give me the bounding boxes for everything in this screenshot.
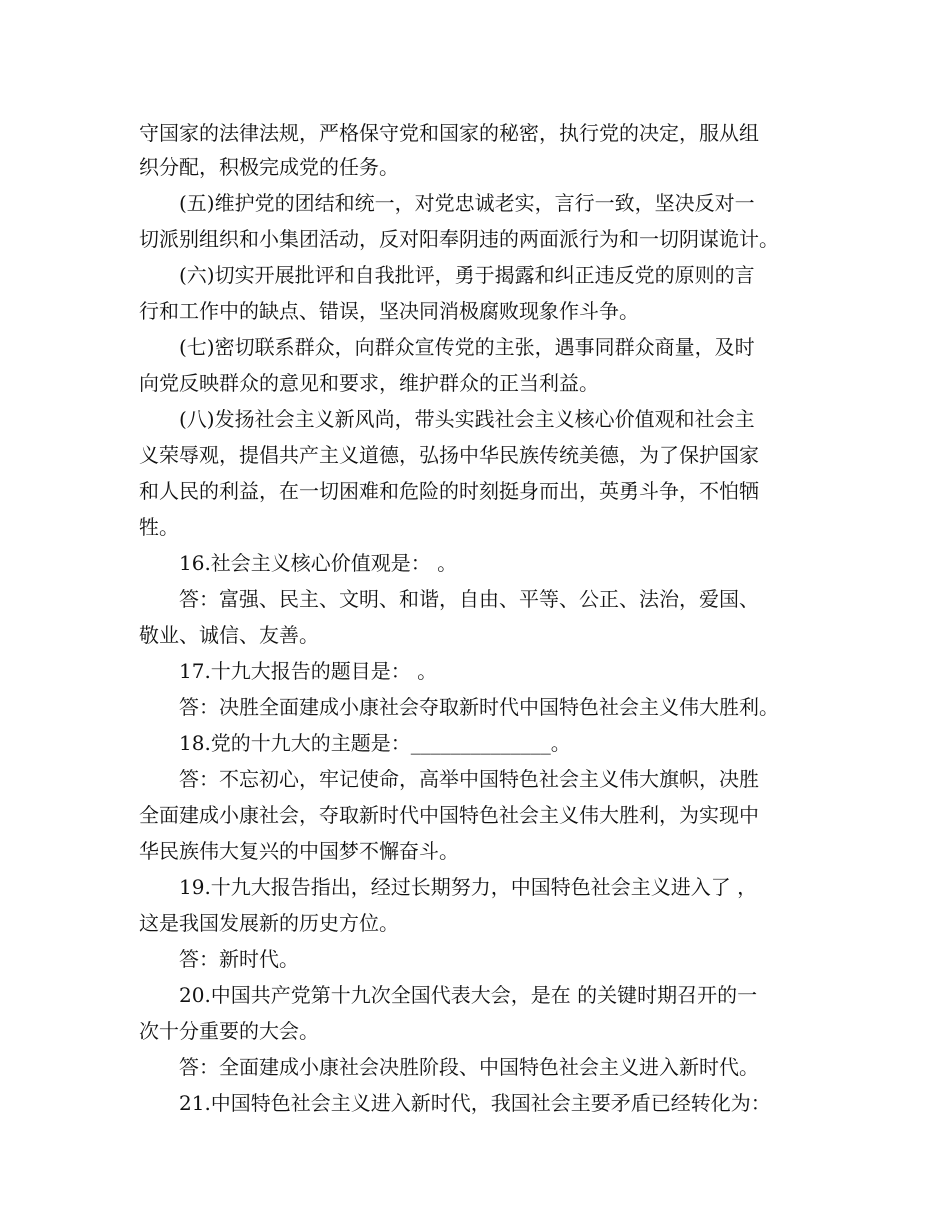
text-line: 19.十九大报告指出，经过长期努力，中国特色社会主义进入了 ，: [179, 875, 758, 899]
text-line: 华民族伟大复兴的中国梦不懈奋斗。: [139, 839, 459, 863]
text-line: 答：不忘初心，牢记使命，高举中国特色社会主义伟大旗帜，决胜: [179, 767, 759, 791]
text-line: 织分配，积极完成党的任务。: [139, 155, 399, 179]
text-line: 16.社会主义核心价值观是： 。: [179, 551, 458, 575]
text-line: 敬业、诚信、友善。: [139, 623, 319, 647]
text-line: 答：富强、民主、文明、和谐，自由、平等、公正、法治，爱国、: [179, 587, 759, 611]
text-line: (八)发扬社会主义新风尚，带头实践社会主义核心价值观和社会主: [179, 407, 755, 431]
text-line: (五)维护党的团结和统一，对党忠诚老实，言行一致，坚决反对一: [179, 191, 755, 215]
text-line: 答：全面建成小康社会决胜阶段、中国特色社会主义进入新时代。: [179, 1055, 759, 1079]
text-line: 这是我国发展新的历史方位。: [139, 911, 399, 935]
text-line: 行和工作中的缺点、错误，坚决同消极腐败现象作斗争。: [139, 299, 639, 323]
text-line: 牲。: [139, 515, 179, 539]
text-line: 次十分重要的大会。: [139, 1019, 319, 1043]
text-line: (七)密切联系群众，向群众宣传党的主张，遇事同群众商量，及时: [179, 335, 755, 359]
text-line: 20.中国共产党第十九次全国代表大会，是在 的关键时期召开的一: [179, 983, 758, 1007]
text-line: 全面建成小康社会，夺取新时代中国特色社会主义伟大胜利，为实现中: [139, 803, 759, 827]
text-line: (六)切实开展批评和自我批评，勇于揭露和纠正违反党的原则的言: [179, 263, 755, 287]
text-line: 21.中国特色社会主义进入新时代，我国社会主要矛盾已经转化为：: [179, 1091, 771, 1115]
text-line: 17.十九大报告的题目是： 。: [179, 659, 438, 683]
text-line: 答：新时代。: [179, 947, 299, 971]
text-line: 切派别组织和小集团活动，反对阳奉阴违的两面派行为和一切阴谋诡计。: [139, 227, 779, 251]
text-line: 和人民的利益，在一切困难和危险的时刻挺身而出，英勇斗争，不怕牺: [139, 479, 759, 503]
text-line: 向党反映群众的意见和要求，维护群众的正当利益。: [139, 371, 599, 395]
text-line: 义荣辱观，提倡共产主义道德，弘扬中华民族传统美德，为了保护国家: [139, 443, 759, 467]
text-line: 守国家的法律法规，严格保守党和国家的秘密，执行党的决定，服从组: [139, 121, 759, 145]
text-line: 18.党的十九大的主题是：______________。: [179, 731, 571, 755]
text-line: 答：决胜全面建成小康社会夺取新时代中国特色社会主义伟大胜利。: [179, 695, 779, 719]
